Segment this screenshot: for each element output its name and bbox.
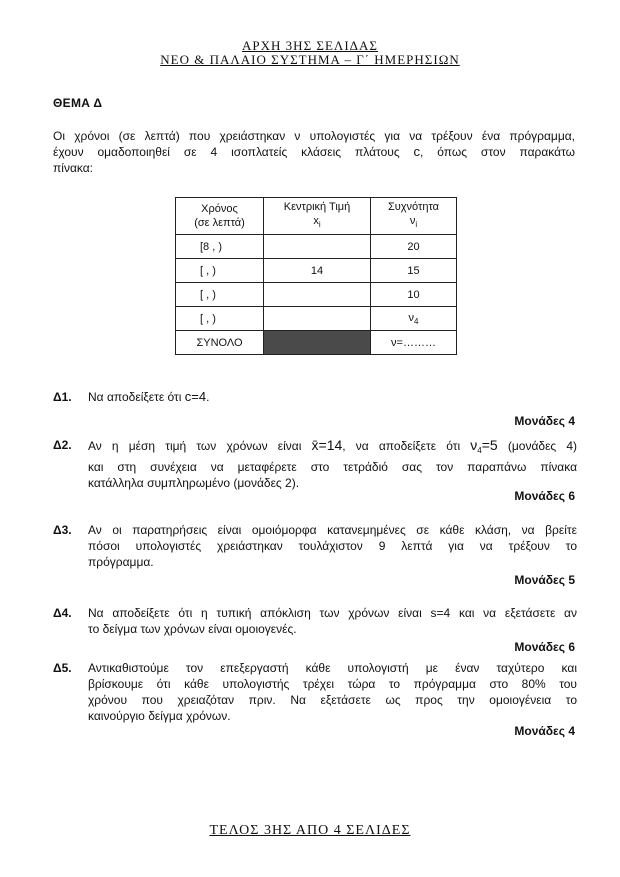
header-time [176, 198, 264, 235]
intro-line1: Οι χρόνοι (σε λεπτά) που χρειάστηκαν ν υπολογιστές για να τρέξουν ένα πρόγραμμα, [53, 129, 575, 143]
question-d4-line1: Να αποδείξετε ότι η τυπική απόκλιση των χρόνων είναι s=4 και να εξετάσετε αν [88, 606, 577, 620]
intro-line2 [53, 144, 575, 160]
header-center-sub: i [318, 220, 321, 229]
question-d5-line4: καινούργιο δείγμα χρόνων. [88, 709, 231, 723]
freq-cell [371, 307, 457, 331]
page-header-line1: ΑΡΧΗ 3ΗΣ ΣΕΛΙΔΑΣ [242, 38, 378, 53]
question-text [88, 522, 577, 570]
table-total-row [176, 331, 457, 355]
section-title: ΘΕΜΑ Δ [53, 96, 103, 110]
question-text [88, 437, 577, 491]
center-cell [264, 307, 371, 331]
table-row [176, 283, 457, 307]
mean-expr: x̄=14 [311, 437, 343, 453]
table-row [176, 259, 457, 283]
question-d1 [53, 389, 577, 405]
center-cell: 14 [264, 259, 371, 283]
freq-expr-sub: 4 [477, 446, 482, 455]
intro-line3: πίνακα: [53, 161, 94, 175]
question-d2 [53, 437, 578, 490]
marks-d4: Μονάδες 6 [514, 640, 575, 654]
freq-cell: 10 [371, 283, 457, 307]
header-freq-label: Συχνότητα [387, 201, 440, 213]
intro-line2-end: , όπως στον παρακάτω [420, 145, 576, 159]
question-d3-line3: πρόγραμμα. [88, 555, 154, 569]
question-text [88, 660, 577, 724]
question-d2-line3: κατάλληλα συμπληρωμένο (μονάδες 2). [88, 476, 300, 490]
freq-expr-value: =5 [481, 437, 498, 453]
freq-symbol: ν [408, 311, 415, 324]
header-time-unit: (σε λεπτά) [194, 217, 245, 229]
question-d2-line1 [88, 437, 577, 459]
question-text [88, 605, 577, 637]
marks-d5: Μονάδες 4 [514, 724, 575, 738]
question-number: Δ3. [53, 523, 72, 537]
header-time-label: Χρόνος [201, 203, 238, 215]
interval-cell: [8 , ) [176, 235, 264, 259]
shaded-cell [264, 331, 371, 355]
center-cell [264, 283, 371, 307]
table-header-row [176, 198, 457, 235]
page-header-line2: ΝΕΟ & ΠΑΛΑΙΟ ΣΥΣΤΗΜΑ – Γ΄ ΗΜΕΡΗΣΙΩΝ [160, 52, 460, 67]
total-label-cell: ΣΥΝΟΛΟ [176, 331, 264, 355]
page-footer: ΤΕΛΟΣ 3ΗΣ ΑΠΟ 4 ΣΕΛΙΔΕΣ [209, 823, 411, 838]
question-d3 [53, 522, 577, 570]
question-d1-expr: c=4 [184, 389, 207, 404]
header-freq-symbol: ν [409, 215, 416, 227]
question-text [88, 389, 577, 405]
freq-cell: 20 [371, 235, 457, 259]
interval-cell: [ , ) [176, 283, 264, 307]
table-row [176, 235, 457, 259]
header-freq [371, 198, 457, 235]
intro-line2-text: έχουν ομαδοποιηθεί σε 4 ισοπλατείς κλάσεις πλάτους [53, 145, 400, 159]
center-cell [264, 235, 371, 259]
frequency-table [175, 197, 457, 355]
question-d2-line1c: (μονάδες 4) [507, 439, 578, 453]
marks-d2: Μονάδες 6 [514, 489, 575, 503]
table-row [176, 307, 457, 331]
question-d4-line2: το δείγμα των χρόνων είναι ομοιογενές. [88, 622, 297, 636]
marks-d1: Μονάδες 4 [514, 414, 575, 428]
question-d2-line2: και στη συνέχεια να μεταφέρετε στο τετράδιό σας τον παραπάνω πίνακα [88, 460, 577, 474]
question-number: Δ4. [53, 606, 72, 620]
intro-paragraph [53, 128, 575, 176]
interval-cell: [ , ) [176, 307, 264, 331]
question-d1-text: Να αποδείξετε ότι [88, 390, 182, 404]
question-d5-line1: Αντικαθιστούμε τον επεξεργαστή κάθε υπολογιστή με έναν ταχύτερο και [88, 661, 577, 675]
freq-sub: 4 [414, 316, 419, 326]
width-variable: c [413, 144, 421, 159]
freq-expr: ν [470, 437, 478, 453]
question-d5-line2: βρίσκουμε ότι κάθε υπολογιστής τρέχει τώρα το πρόγραμμα στο 80% του [88, 677, 577, 691]
total-freq-cell: ν=……… [371, 331, 457, 355]
question-number: Δ5. [53, 661, 72, 675]
marks-d3: Μονάδες 5 [514, 573, 575, 587]
header-center-symbol: x [313, 215, 319, 227]
question-d4 [53, 605, 577, 637]
header-center-label: Κεντρική Τιμή [283, 201, 351, 213]
question-d3-line1: Αν οι παρατηρήσεις είναι ομοιόμορφα κατανεμημένες σε κάθε κλάση, να βρείτε [88, 523, 577, 537]
header-center [264, 198, 371, 235]
question-d2-line1a: Αν η μέση τιμή των χρόνων είναι [88, 439, 302, 453]
freq-cell: 15 [371, 259, 457, 283]
question-d2-line1b: , να αποδείξετε ότι [342, 439, 461, 453]
question-number: Δ2. [53, 438, 72, 452]
question-number: Δ1. [53, 390, 72, 404]
question-d3-line2: πόσοι υπολογιστές χρειάστηκαν τουλάχιστον 9 λεπτά για να τρέξουν το [88, 539, 577, 553]
interval-cell: [ , ) [176, 259, 264, 283]
question-d5-line3: χρόνου που χρειαζόταν πριν. Να εξετάσετε ως προς την ομοιογένεια το [88, 693, 577, 707]
question-d1-end: . [206, 390, 210, 404]
header-freq-sub: i [415, 220, 418, 229]
question-d5 [53, 660, 577, 724]
